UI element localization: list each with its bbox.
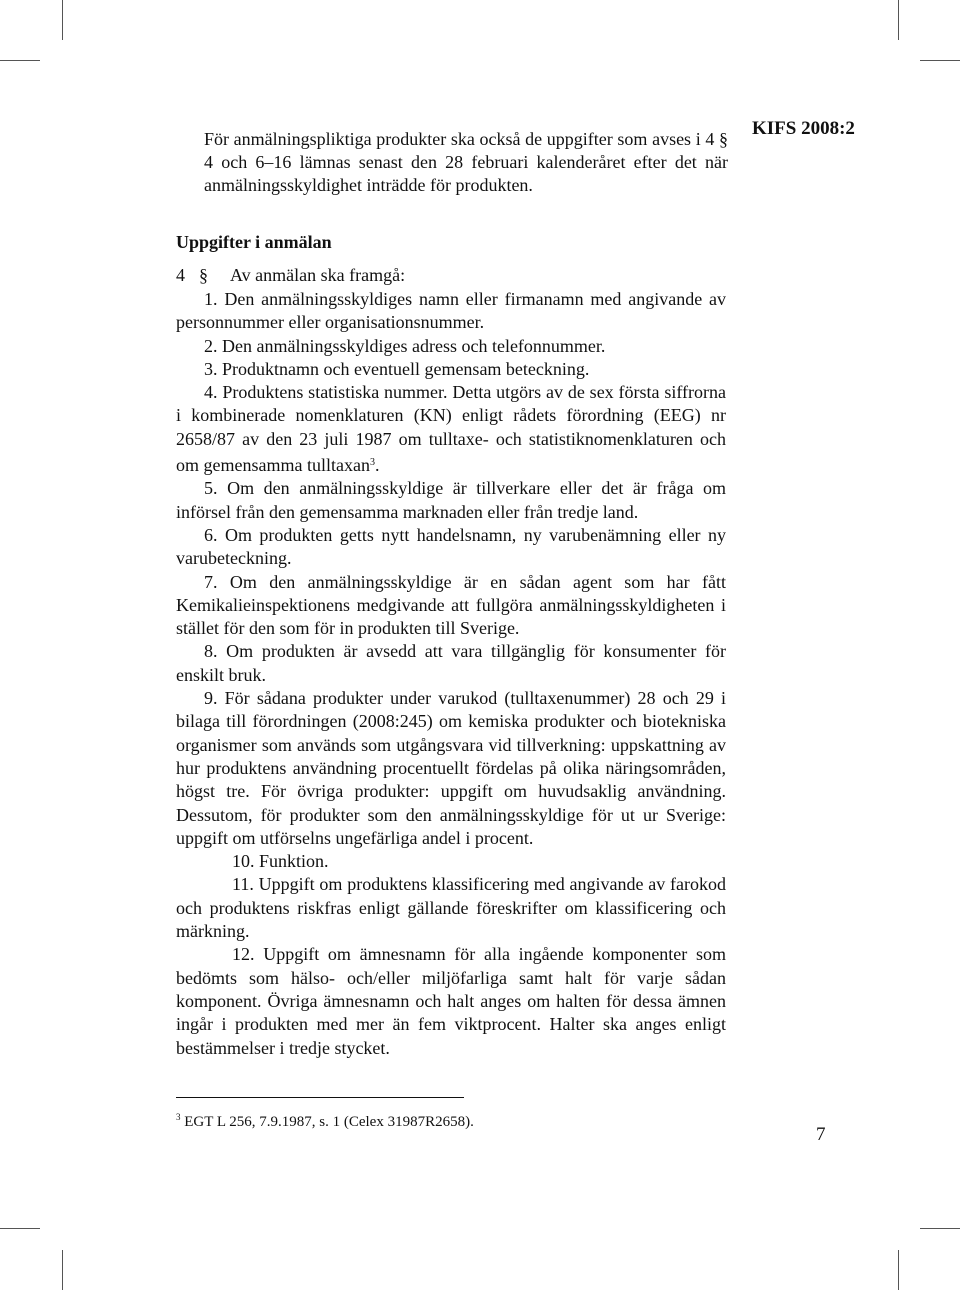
item-text: Funktion. xyxy=(259,851,329,872)
list-item xyxy=(176,358,726,381)
item-number: 4. xyxy=(204,382,218,403)
intro-paragraph: För anmälningspliktiga produkter ska också de uppgifter som avses i 4 § 4 och 6–16 lämnas senast den 28 februari kalenderåret efter det när anmälningsskyldighet inträdde för produkten. xyxy=(204,129,728,195)
item-text: Produktnamn och eventuell gemensam beteckning. xyxy=(222,358,590,379)
item-number: 3. xyxy=(204,358,218,379)
item-text: Om produkten är avsedd att vara tillgänglig för konsumenter för enskilt bruk. xyxy=(176,641,727,685)
list-item xyxy=(176,640,726,687)
paragraph-number: 4 xyxy=(176,265,185,285)
document-id: KIFS 2008:2 xyxy=(752,118,855,139)
item-number: 11. xyxy=(232,874,254,895)
item-text: Den anmälningsskyldiges adress och telefonnummer. xyxy=(222,335,606,356)
paragraph-lead-text: Av anmälan ska framgå: xyxy=(230,265,406,285)
item-number: 6. xyxy=(204,524,218,545)
item-text: Om den anmälningsskyldige är tillverkare eller det är fråga om införsel från den gemensamma marknaden eller från tredje land. xyxy=(176,478,726,522)
footnote-text: EGT L 256, 7.9.1987, s. 1 (Celex 31987R2658). xyxy=(184,1114,474,1130)
list-item xyxy=(176,687,726,850)
list-item xyxy=(176,943,726,1059)
footnote-rule xyxy=(176,1097,464,1098)
item-text: Produktens statistiska nummer. Detta utgörs av de sex första siffrorna i kombinerade nomenklaturen (KN) enligt rådets förordning (EEG) nr 2658/87 av den 23 juli 1987 om tulltaxe- och statistiknomenklaturen och om gemensamma tulltaxan xyxy=(176,382,726,476)
crop-mark xyxy=(62,0,63,40)
item-number: 8. xyxy=(204,641,218,662)
item-text: Om produkten getts nytt handelsnamn, ny varubenämning eller ny varubeteckning. xyxy=(176,524,727,569)
crop-mark xyxy=(920,60,960,61)
crop-mark xyxy=(898,1250,899,1290)
footnote-ref: 3 xyxy=(369,457,375,469)
list-item xyxy=(176,381,726,477)
item-number: 7. xyxy=(204,571,218,592)
list-item xyxy=(176,288,726,335)
section-sign: § xyxy=(199,265,208,285)
crop-mark xyxy=(920,1228,960,1229)
item-number: 12. xyxy=(232,944,255,965)
list-item xyxy=(176,850,726,873)
item-number: 9. xyxy=(204,688,218,709)
item-text: Om den anmälningsskyldige är en sådan agent som har fått Kemikalieinspektionens medgivande att fullgöra anmälningsskyldigheten i stället för den som för in produkten till Sverige. xyxy=(176,571,727,639)
item-text: För sådana produkter under varukod (tulltaxenummer) 28 och 29 i bilaga till förordningen (2008:245) om kemiska produkter och biotekniska organismer som används som utgångsvara vid tillverkning: uppskattning av hur produktens användning procentuellt fördelas på olika näringsområden, högst tre. För övriga produkter: uppgift om huvudsaklig användning. Dessutom, för produkter som den anmälningsskyldige för ut ur Sverige: uppgift om utförselns ungefärliga andel i procent. xyxy=(176,688,727,848)
item-list xyxy=(176,288,726,1060)
crop-mark xyxy=(0,60,40,61)
item-tail: . xyxy=(374,455,380,476)
page-number: 7 xyxy=(816,1124,826,1145)
list-item xyxy=(176,873,726,943)
item-number: 2. xyxy=(204,335,218,356)
list-item xyxy=(176,335,726,358)
paragraph-lead xyxy=(176,265,405,286)
list-item xyxy=(176,477,726,524)
item-number: 1. xyxy=(204,289,218,309)
item-number: 10. xyxy=(232,851,255,872)
list-item xyxy=(176,524,726,571)
section-heading: Uppgifter i anmälan xyxy=(176,232,332,252)
crop-mark xyxy=(0,1228,40,1229)
crop-mark xyxy=(898,0,899,40)
item-number: 5. xyxy=(204,478,218,499)
footnote-mark: 3 xyxy=(176,1112,181,1122)
crop-mark xyxy=(62,1250,63,1290)
item-text: Uppgift om produktens klassificering med angivande av farokod och produktens riskfras enligt gällande föreskrifter om klassificering och märkning. xyxy=(176,874,727,942)
list-item xyxy=(176,571,726,641)
item-text: Uppgift om ämnesnamn för alla ingående komponenter som bedömts som hälso- och/eller miljöfarliga samt halt för varje sådan komponent. Övriga ämnesnamn och halt anges om halten för dessa ämnen ingår i produkten med mer än fem viktprocent. Halter ska anges enligt bestämmelser i tredje stycket. xyxy=(176,944,726,1058)
footnote xyxy=(176,1112,474,1131)
item-text: Den anmälningsskyldiges namn eller firmanamn med angivande av personnummer eller organisationsnummer. xyxy=(176,289,727,333)
